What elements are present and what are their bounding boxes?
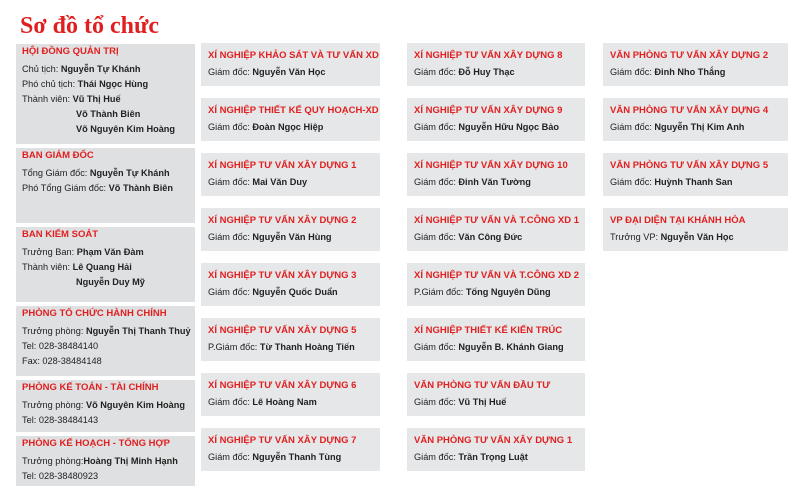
page-title: Sơ đồ tổ chức xyxy=(20,13,160,39)
member-name: Võ Nguyên Kim Hoàng xyxy=(76,124,176,134)
unit-director xyxy=(208,451,373,464)
unit-heading: XÍ NGHIỆP TƯ VẤN XÂY DỰNG 3 xyxy=(208,270,357,281)
member-line xyxy=(22,122,189,137)
unit-card xyxy=(201,43,380,86)
director-role: Giám đốc: xyxy=(610,177,655,187)
member-role: Tel: 028-38480923 xyxy=(22,471,99,481)
unit-director xyxy=(414,341,578,354)
director-role: Trưởng VP: xyxy=(610,232,661,242)
unit-heading: XÍ NGHIỆP TƯ VẤN XÂY DỰNG 2 xyxy=(208,215,357,226)
unit-card xyxy=(201,318,380,361)
department-box xyxy=(16,436,195,486)
member-name: Nguyễn Tự Khánh xyxy=(89,168,170,178)
director-name: Từ Thanh Hoàng Tiến xyxy=(259,342,355,352)
unit-director xyxy=(414,231,578,244)
unit-card xyxy=(603,98,788,141)
member-line xyxy=(22,245,189,260)
member-line xyxy=(22,107,189,122)
director-role: Giám đốc: xyxy=(414,342,459,352)
member-role: Chủ tịch: xyxy=(22,64,61,74)
unit-card xyxy=(407,373,585,416)
unit-card xyxy=(407,153,585,196)
director-role: P.Giám đốc: xyxy=(414,287,466,297)
director-name: Văn Công Đức xyxy=(458,232,523,242)
unit-card xyxy=(201,98,380,141)
member-line xyxy=(22,181,189,196)
member-line xyxy=(22,92,189,107)
unit-director xyxy=(208,341,373,354)
unit-heading: VĂN PHÒNG TƯ VẤN XÂY DỰNG 1 xyxy=(414,435,573,446)
member-line xyxy=(22,166,189,181)
director-name: Nguyễn Văn Hùng xyxy=(252,232,332,242)
unit-heading: VĂN PHÒNG TƯ VẤN XÂY DỰNG 2 xyxy=(610,50,769,61)
department-heading: PHÒNG KẾ HOẠCH - TỔNG HỢP xyxy=(22,438,170,449)
unit-heading: VP ĐẠI DIỆN TẠI KHÁNH HÒA xyxy=(610,215,746,226)
department-heading: PHÒNG KẾ TOÁN - TÀI CHÍNH xyxy=(22,382,159,393)
department-heading: BAN GIÁM ĐỐC xyxy=(22,150,94,161)
unit-card xyxy=(407,428,585,471)
director-role: Giám đốc: xyxy=(208,67,253,77)
member-name: Nguyễn Tự Khánh xyxy=(60,64,141,74)
unit-heading: XÍ NGHIỆP TƯ VẤN VÀ T.CÔNG XD 2 xyxy=(414,270,580,281)
member-role: Trưởng Ban: xyxy=(22,247,77,257)
unit-card xyxy=(201,208,380,251)
unit-card xyxy=(407,318,585,361)
unit-card xyxy=(603,43,788,86)
member-role: Phó chủ tịch: xyxy=(22,79,78,89)
director-role: Giám đốc: xyxy=(414,397,459,407)
unit-card xyxy=(201,153,380,196)
director-role: Giám đốc: xyxy=(208,232,253,242)
director-name: Trần Trọng Luật xyxy=(458,452,528,462)
member-line xyxy=(22,324,189,339)
unit-card xyxy=(603,208,788,251)
unit-director xyxy=(610,66,781,79)
director-name: Nguyễn Thanh Tùng xyxy=(252,452,342,462)
unit-director xyxy=(414,451,578,464)
unit-heading: VĂN PHÒNG TƯ VẤN ĐẦU TƯ xyxy=(414,380,551,391)
member-line xyxy=(22,454,189,469)
member-line xyxy=(22,275,189,290)
unit-card xyxy=(201,428,380,471)
unit-heading: XÍ NGHIỆP TƯ VẤN XÂY DỰNG 9 xyxy=(414,105,563,116)
director-name: Đinh Nho Thắng xyxy=(654,67,726,77)
unit-card xyxy=(407,263,585,306)
unit-card xyxy=(407,98,585,141)
director-name: Mai Văn Duy xyxy=(252,177,308,187)
unit-heading: XÍ NGHIỆP TƯ VẤN XÂY DỰNG 6 xyxy=(208,380,357,391)
director-name: Nguyễn Văn Học xyxy=(252,67,326,77)
director-name: Lê Hoàng Nam xyxy=(252,397,317,407)
member-name: Vũ Thị Huế xyxy=(72,94,121,104)
director-role: P.Giám đốc: xyxy=(208,342,260,352)
department-heading: PHÒNG TỔ CHỨC HÀNH CHÍNH xyxy=(22,308,167,319)
unit-heading: XÍ NGHIỆP TƯ VẤN XÂY DỰNG 1 xyxy=(208,160,357,171)
director-role: Giám đốc: xyxy=(208,452,253,462)
director-name: Đinh Văn Tường xyxy=(458,177,531,187)
member-role: Tổng Giám đốc: xyxy=(22,168,90,178)
unit-director xyxy=(208,176,373,189)
director-name: Đoàn Ngọc Hiệp xyxy=(252,122,324,132)
unit-heading: VĂN PHÒNG TƯ VẤN XÂY DỰNG 5 xyxy=(610,160,769,171)
director-role: Giám đốc: xyxy=(414,67,459,77)
member-name: Nguyễn Duy Mỹ xyxy=(76,277,145,287)
member-role: Phó Tổng Giám đốc: xyxy=(22,183,109,193)
unit-heading: XÍ NGHIỆP TƯ VẤN VÀ T.CÔNG XD 1 xyxy=(414,215,580,226)
unit-director xyxy=(414,66,578,79)
unit-director xyxy=(610,121,781,134)
director-name: Nguyễn B. Khánh Giang xyxy=(458,342,564,352)
director-role: Giám đốc: xyxy=(414,122,459,132)
unit-heading: XÍ NGHIỆP TƯ VẤN XÂY DỰNG 7 xyxy=(208,435,357,446)
department-box xyxy=(16,380,195,432)
director-name: Nguyễn Văn Học xyxy=(660,232,734,242)
member-name: Hoàng Thị Minh Hạnh xyxy=(83,456,178,466)
member-role: Trưởng phòng: xyxy=(22,400,86,410)
unit-card xyxy=(407,208,585,251)
unit-card xyxy=(603,153,788,196)
unit-director xyxy=(208,231,373,244)
member-line xyxy=(22,354,189,369)
member-name: Phạm Văn Đàm xyxy=(76,247,144,257)
member-role: Thành viên: xyxy=(22,94,73,104)
member-line xyxy=(22,469,189,484)
member-line xyxy=(22,77,189,92)
department-box xyxy=(16,148,195,223)
department-heading: BAN KIỂM SOÁT xyxy=(22,229,98,240)
director-role: Giám đốc: xyxy=(414,232,459,242)
member-line xyxy=(22,398,189,413)
director-role: Giám đốc: xyxy=(610,67,655,77)
member-name: Võ Thành Biên xyxy=(76,109,141,119)
unit-card xyxy=(201,263,380,306)
unit-heading: XÍ NGHIỆP TƯ VẤN XÂY DỰNG 10 xyxy=(414,160,568,171)
director-role: Giám đốc: xyxy=(208,122,253,132)
member-role: Fax: 028-38484148 xyxy=(22,356,102,366)
unit-heading: XÍ NGHIỆP TƯ VẤN XÂY DỰNG 8 xyxy=(414,50,563,61)
director-name: Nguyễn Hữu Ngọc Bảo xyxy=(458,122,559,132)
unit-heading: VĂN PHÒNG TƯ VẤN XÂY DỰNG 4 xyxy=(610,105,769,116)
unit-director xyxy=(208,286,373,299)
director-name: Vũ Thị Huế xyxy=(458,397,507,407)
unit-director xyxy=(208,121,373,134)
unit-heading: XÍ NGHIỆP KHẢO SÁT VÀ TƯ VẤN XD xyxy=(208,50,379,61)
member-line xyxy=(22,62,189,77)
member-name: Lê Quang Hải xyxy=(72,262,132,272)
unit-director xyxy=(610,176,781,189)
member-role: Tel: 028-38484143 xyxy=(22,415,99,425)
member-line xyxy=(22,260,189,275)
director-role: Giám đốc: xyxy=(208,177,253,187)
unit-director xyxy=(414,286,578,299)
member-line xyxy=(22,339,189,354)
department-box xyxy=(16,306,195,376)
member-role: Trưởng phòng: xyxy=(22,456,84,466)
department-box xyxy=(16,227,195,302)
unit-director xyxy=(414,121,578,134)
member-role: Tel: 028-38484140 xyxy=(22,341,99,351)
director-role: Giám đốc: xyxy=(208,397,253,407)
director-role: Giám đốc: xyxy=(610,122,655,132)
director-role: Giám đốc: xyxy=(414,452,459,462)
left-column xyxy=(16,44,195,490)
unit-heading: XÍ NGHIỆP THIẾT KẾ KIẾN TRÚC xyxy=(414,325,563,336)
director-name: Huỳnh Thanh San xyxy=(654,177,733,187)
unit-director xyxy=(414,176,578,189)
director-role: Giám đốc: xyxy=(414,177,459,187)
department-box xyxy=(16,44,195,144)
director-name: Tống Nguyên Dũng xyxy=(465,287,551,297)
member-line xyxy=(22,413,189,428)
director-name: Nguyễn Thị Kim Anh xyxy=(654,122,745,132)
member-role: Trưởng phòng: xyxy=(22,326,86,336)
member-name: Võ Thành Biên xyxy=(108,183,173,193)
director-name: Nguyễn Quốc Duẩn xyxy=(252,287,338,297)
member-role: Thành viên: xyxy=(22,262,73,272)
unit-heading: XÍ NGHIỆP TƯ VẤN XÂY DỰNG 5 xyxy=(208,325,357,336)
unit-card xyxy=(201,373,380,416)
department-heading: HỘI ĐỒNG QUẢN TRỊ xyxy=(22,46,119,57)
unit-director xyxy=(610,231,781,244)
member-name: Thái Ngọc Hùng xyxy=(77,79,149,89)
unit-director xyxy=(414,396,578,409)
director-role: Giám đốc: xyxy=(208,287,253,297)
unit-card xyxy=(407,43,585,86)
unit-director xyxy=(208,396,373,409)
member-name: Võ Nguyên Kim Hoàng xyxy=(85,400,185,410)
director-name: Đỗ Huy Thạc xyxy=(458,67,515,77)
member-name: Nguyễn Thị Thanh Thuỷ xyxy=(85,326,191,336)
unit-director xyxy=(208,66,373,79)
unit-heading: XÍ NGHIỆP THIẾT KẾ QUY HOẠCH-XD xyxy=(208,105,379,116)
